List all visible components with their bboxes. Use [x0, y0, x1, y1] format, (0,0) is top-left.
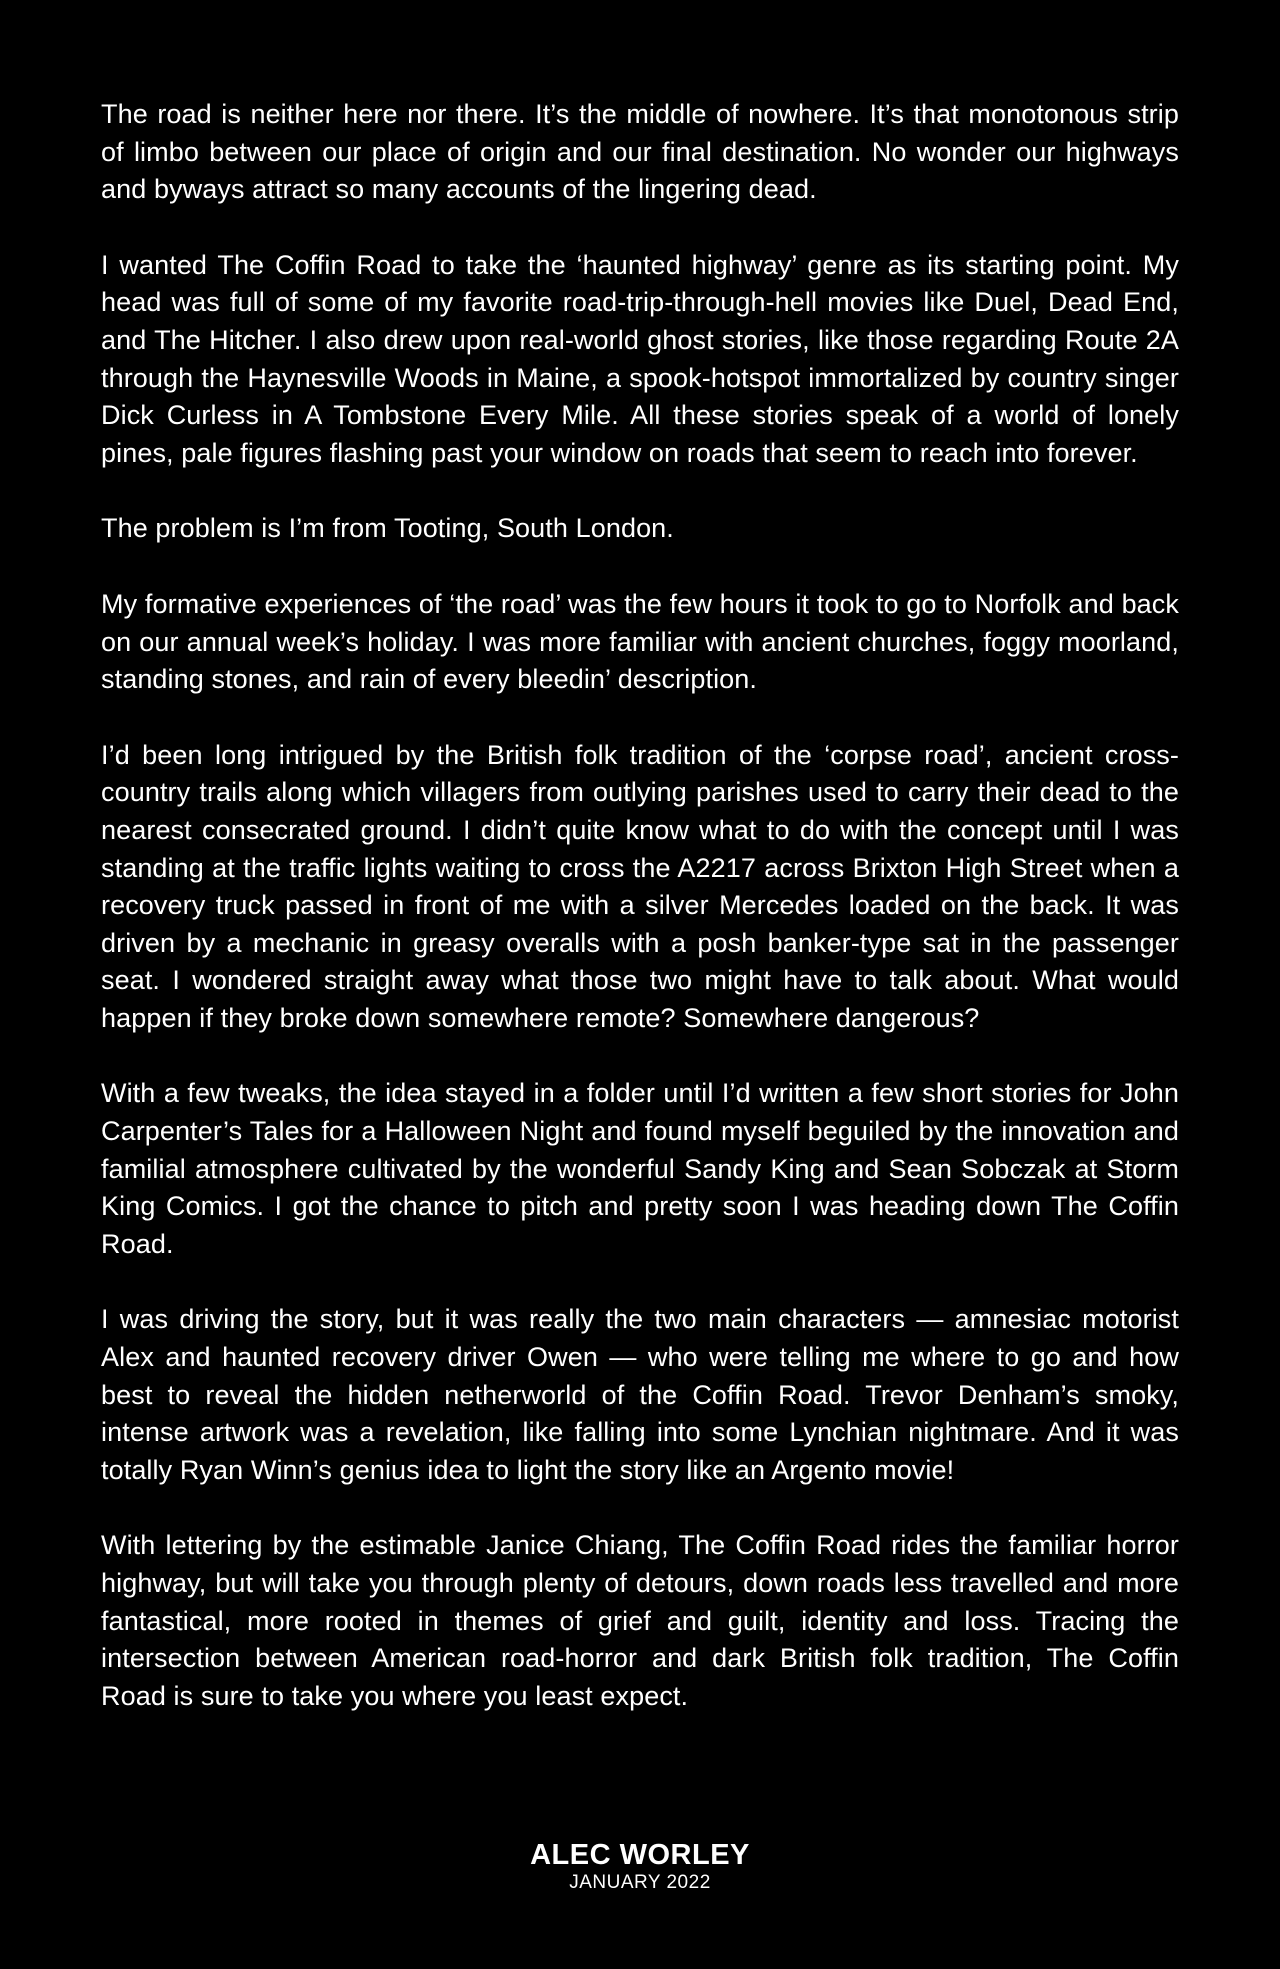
article-body — [101, 96, 1179, 1753]
paragraph-1: The road is neither here nor there. It’s the middle of nowhere. It’s that monotonous strip of limbo between our place of origin and our final destination. No wonder our highways and byways attract so many accounts of the lingering dead. — [101, 99, 1179, 205]
paragraph-5: I’d been long intrigued by the British folk tradition of the ‘corpse road’, ancient cross-country trails along which villagers from outlying parishes used to carry their dead to the nearest consecrated ground. I didn’t quite know what to do with the concept until I was standing at the traffic lights waiting to cross the A2217 across Brixton High Street when a recovery truck passed in front of me with a silver Mercedes loaded on the back. It was driven by a mechanic in greasy overalls with a posh banker-type sat in the passenger seat. I wondered straight away what those two might have to talk about. What would happen if they broke down somewhere remote? Somewhere dangerous? — [101, 739, 1179, 1033]
paragraph-2: I wanted The Coffin Road to take the ‘haunted highway’ genre as its starting point. My head was full of some of my favorite road-trip-through-hell movies like Duel, Dead End, and The Hitcher. I also drew upon real-world ghost stories, like those regarding Route 2A through the Haynesville Woods in Maine, a spook-hotspot immortalized by country singer Dick Curless in A Tombstone Every Mile. All these stories speak of a world of lonely pines, pale figures flashing past your window on roads that seem to reach into forever. — [101, 249, 1179, 468]
paragraph-6: With a few tweaks, the idea stayed in a folder until I’d written a few short stories for John Carpenter’s Tales for a Halloween Night and found myself beguiled by the innovation and familial atmosphere cultivated by the wonderful Sandy King and Sean Sobczak at Storm King Comics. I got the chance to pitch and pretty soon I was heading down The Coffin Road. — [101, 1078, 1179, 1259]
paragraph-3: The problem is I’m from Tooting, South London. — [101, 513, 674, 544]
author-name: ALEC WORLEY — [530, 1839, 750, 1871]
signoff-date: JANUARY 2022 — [569, 1872, 711, 1893]
paragraph-4: My formative experiences of ‘the road’ was the few hours it took to go to Norfolk and back on our annual week’s holiday. I was more familiar with ancient churches, foggy moorland, standing stones, and rain of every bleedin’ description. — [101, 588, 1179, 695]
signoff — [0, 1838, 1280, 1894]
paragraph-7: I was driving the story, but it was really the two main characters — amnesiac motorist Alex and haunted recovery driver Owen — who were telling me where to go and how best to reveal the hidden netherworld of the Coffin Road. Trevor Denham’s smoky, intense artwork was a revelation, like falling into some Lynchian nightmare. And it was totally Ryan Winn’s genius idea to light the story like an Argento movie! — [101, 1304, 1179, 1485]
paragraph-8: With lettering by the estimable Janice Chiang, The Coffin Road rides the familiar horror highway, but will take you through plenty of detours, down roads less travelled and more fantastical, more rooted in themes of grief and guilt, identity and loss. Tracing the intersection between American road-horror and dark British folk tradition, The Coffin Road is sure to take you where you least expect. — [101, 1530, 1179, 1711]
